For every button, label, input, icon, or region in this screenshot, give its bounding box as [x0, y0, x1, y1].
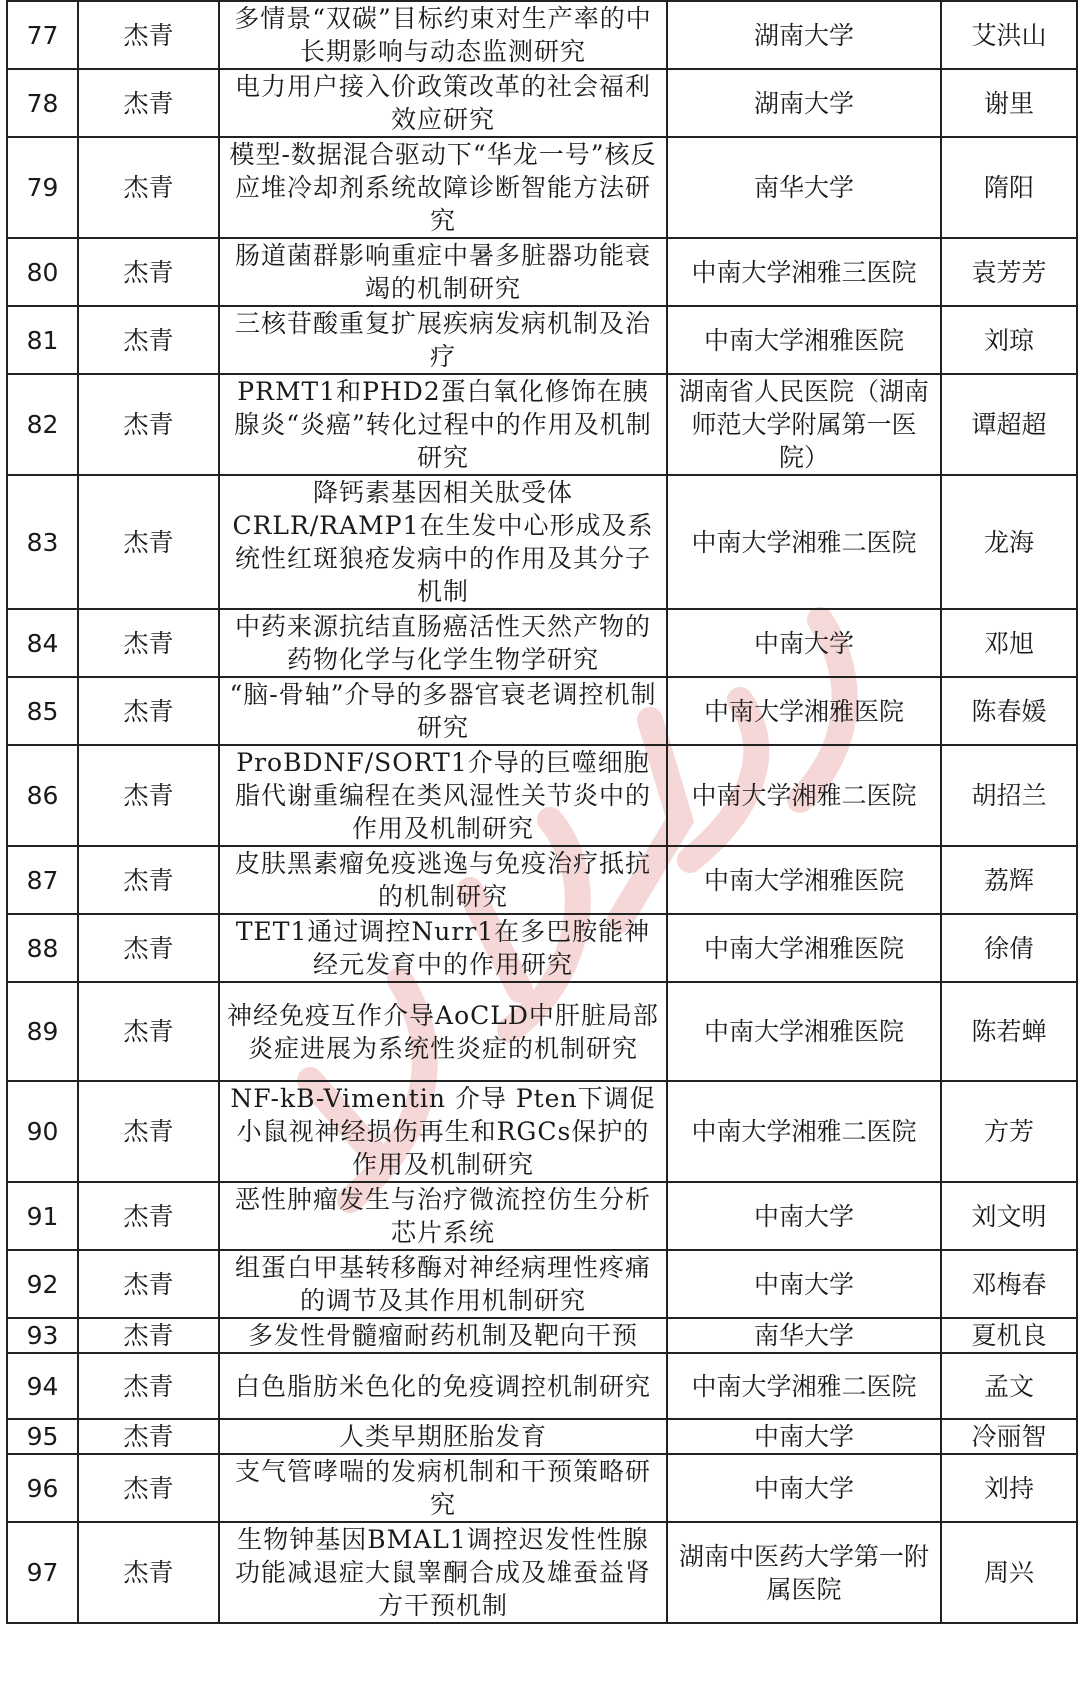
- grant-table: [6, 0, 1078, 1624]
- row-number-cell: 90: [7, 1081, 78, 1182]
- institution-cell: 中南大学湘雅二医院: [667, 1081, 941, 1182]
- project-title-cell: 生物钟基因BMAL1调控迟发性性腺功能减退症大鼠睾酮合成及雄蚕益肾方干预机制: [219, 1522, 667, 1623]
- project-title-cell: 多情景“双碳”目标约束对生产率的中长期影响与动态监测研究: [219, 1, 667, 69]
- project-title-cell: 白色脂肪米色化的免疫调控机制研究: [219, 1353, 667, 1419]
- table-row: [7, 1419, 1077, 1454]
- row-number-cell: 79: [7, 137, 78, 238]
- category-cell: 杰青: [78, 609, 219, 677]
- project-title-cell: ProBDNF/SORT1介导的巨噬细胞脂代谢重编程在类风湿性关节炎中的作用及机制研究: [219, 745, 667, 846]
- table-row: [7, 914, 1077, 982]
- project-title-cell: 支气管哮喘的发病机制和干预策略研究: [219, 1454, 667, 1522]
- row-number-cell: 77: [7, 1, 78, 69]
- institution-cell: 中南大学湘雅二医院: [667, 745, 941, 846]
- category-cell: 杰青: [78, 1522, 219, 1623]
- table-row: [7, 475, 1077, 609]
- principal-investigator-cell: 周兴: [941, 1522, 1077, 1623]
- principal-investigator-cell: 龙海: [941, 475, 1077, 609]
- principal-investigator-cell: 冷丽智: [941, 1419, 1077, 1454]
- principal-investigator-cell: 陈若蝉: [941, 982, 1077, 1081]
- institution-cell: 中南大学: [667, 1182, 941, 1250]
- principal-investigator-cell: 艾洪山: [941, 1, 1077, 69]
- category-cell: 杰青: [78, 846, 219, 914]
- table-row: [7, 1, 1077, 69]
- institution-cell: 南华大学: [667, 137, 941, 238]
- principal-investigator-cell: 谭超超: [941, 374, 1077, 475]
- category-cell: 杰青: [78, 137, 219, 238]
- project-title-cell: 三核苷酸重复扩展疾病发病机制及治疗: [219, 306, 667, 374]
- row-number-cell: 95: [7, 1419, 78, 1454]
- category-cell: 杰青: [78, 914, 219, 982]
- project-title-cell: 中药来源抗结直肠癌活性天然产物的药物化学与化学生物学研究: [219, 609, 667, 677]
- institution-cell: 南华大学: [667, 1318, 941, 1353]
- principal-investigator-cell: 孟文: [941, 1353, 1077, 1419]
- category-cell: 杰青: [78, 306, 219, 374]
- institution-cell: 中南大学: [667, 1454, 941, 1522]
- category-cell: 杰青: [78, 1353, 219, 1419]
- institution-cell: 湖南中医药大学第一附属医院: [667, 1522, 941, 1623]
- project-title-cell: 肠道菌群影响重症中暑多脏器功能衰竭的机制研究: [219, 238, 667, 306]
- category-cell: 杰青: [78, 69, 219, 137]
- table-row: [7, 69, 1077, 137]
- project-title-cell: NF-kB-Vimentin 介导 Pten下调促小鼠视神经损伤再生和RGCs保护的作用及机制研究: [219, 1081, 667, 1182]
- institution-cell: 中南大学湘雅三医院: [667, 238, 941, 306]
- table-row: [7, 677, 1077, 745]
- project-title-cell: 电力用户接入价政策改革的社会福利效应研究: [219, 69, 667, 137]
- row-number-cell: 97: [7, 1522, 78, 1623]
- row-number-cell: 94: [7, 1353, 78, 1419]
- project-title-cell: 恶性肿瘤发生与治疗微流控仿生分析芯片系统: [219, 1182, 667, 1250]
- row-number-cell: 88: [7, 914, 78, 982]
- row-number-cell: 89: [7, 982, 78, 1081]
- principal-investigator-cell: 徐倩: [941, 914, 1077, 982]
- row-number-cell: 80: [7, 238, 78, 306]
- project-title-cell: 降钙素基因相关肽受体CRLR/RAMP1在生发中心形成及系统性红斑狼疮发病中的作用及其分子机制: [219, 475, 667, 609]
- row-number-cell: 82: [7, 374, 78, 475]
- table-row: [7, 846, 1077, 914]
- table-row: [7, 374, 1077, 475]
- table-row: [7, 1250, 1077, 1318]
- institution-cell: 中南大学湘雅医院: [667, 677, 941, 745]
- row-number-cell: 86: [7, 745, 78, 846]
- row-number-cell: 81: [7, 306, 78, 374]
- institution-cell: 中南大学湘雅医院: [667, 982, 941, 1081]
- grant-table-body: [7, 1, 1077, 1623]
- category-cell: 杰青: [78, 238, 219, 306]
- institution-cell: 中南大学湘雅医院: [667, 306, 941, 374]
- table-row: [7, 1081, 1077, 1182]
- category-cell: 杰青: [78, 1081, 219, 1182]
- category-cell: 杰青: [78, 982, 219, 1081]
- institution-cell: 湖南省人民医院（湖南师范大学附属第一医院）: [667, 374, 941, 475]
- project-title-cell: PRMT1和PHD2蛋白氧化修饰在胰腺炎“炎癌”转化过程中的作用及机制研究: [219, 374, 667, 475]
- project-title-cell: 多发性骨髓瘤耐药机制及靶向干预: [219, 1318, 667, 1353]
- principal-investigator-cell: 夏机良: [941, 1318, 1077, 1353]
- principal-investigator-cell: 邓旭: [941, 609, 1077, 677]
- row-number-cell: 87: [7, 846, 78, 914]
- institution-cell: 中南大学湘雅医院: [667, 846, 941, 914]
- row-number-cell: 93: [7, 1318, 78, 1353]
- project-title-cell: 模型-数据混合驱动下“华龙一号”核反应堆冷却剂系统故障诊断智能方法研究: [219, 137, 667, 238]
- institution-cell: 中南大学湘雅二医院: [667, 1353, 941, 1419]
- category-cell: 杰青: [78, 1, 219, 69]
- principal-investigator-cell: 刘琼: [941, 306, 1077, 374]
- row-number-cell: 84: [7, 609, 78, 677]
- project-title-cell: 神经免疫互作介导AoCLD中肝脏局部炎症进展为系统性炎症的机制研究: [219, 982, 667, 1081]
- project-title-cell: 组蛋白甲基转移酶对神经病理性疼痛的调节及其作用机制研究: [219, 1250, 667, 1318]
- institution-cell: 湖南大学: [667, 1, 941, 69]
- row-number-cell: 83: [7, 475, 78, 609]
- row-number-cell: 96: [7, 1454, 78, 1522]
- table-row: [7, 1522, 1077, 1623]
- category-cell: 杰青: [78, 677, 219, 745]
- category-cell: 杰青: [78, 1250, 219, 1318]
- row-number-cell: 85: [7, 677, 78, 745]
- institution-cell: 中南大学: [667, 1419, 941, 1454]
- principal-investigator-cell: 邓梅春: [941, 1250, 1077, 1318]
- principal-investigator-cell: 刘文明: [941, 1182, 1077, 1250]
- category-cell: 杰青: [78, 1454, 219, 1522]
- principal-investigator-cell: 谢里: [941, 69, 1077, 137]
- principal-investigator-cell: 荔辉: [941, 846, 1077, 914]
- category-cell: 杰青: [78, 1419, 219, 1454]
- row-number-cell: 78: [7, 69, 78, 137]
- row-number-cell: 92: [7, 1250, 78, 1318]
- project-title-cell: “脑-骨轴”介导的多器官衰老调控机制研究: [219, 677, 667, 745]
- institution-cell: 中南大学湘雅医院: [667, 914, 941, 982]
- principal-investigator-cell: 方芳: [941, 1081, 1077, 1182]
- table-row: [7, 982, 1077, 1081]
- principal-investigator-cell: 隋阳: [941, 137, 1077, 238]
- table-row: [7, 137, 1077, 238]
- principal-investigator-cell: 刘持: [941, 1454, 1077, 1522]
- project-title-cell: TET1通过调控Nurr1在多巴胺能神经元发育中的作用研究: [219, 914, 667, 982]
- table-row: [7, 745, 1077, 846]
- table-row: [7, 1353, 1077, 1419]
- table-row: [7, 1454, 1077, 1522]
- principal-investigator-cell: 袁芳芳: [941, 238, 1077, 306]
- table-row: [7, 238, 1077, 306]
- project-title-cell: 皮肤黑素瘤免疫逃逸与免疫治疗抵抗的机制研究: [219, 846, 667, 914]
- principal-investigator-cell: 胡招兰: [941, 745, 1077, 846]
- category-cell: 杰青: [78, 1318, 219, 1353]
- institution-cell: 中南大学湘雅二医院: [667, 475, 941, 609]
- institution-cell: 湖南大学: [667, 69, 941, 137]
- category-cell: 杰青: [78, 1182, 219, 1250]
- principal-investigator-cell: 陈春媛: [941, 677, 1077, 745]
- project-title-cell: 人类早期胚胎发育: [219, 1419, 667, 1454]
- institution-cell: 中南大学: [667, 1250, 941, 1318]
- category-cell: 杰青: [78, 475, 219, 609]
- table-row: [7, 306, 1077, 374]
- table-row: [7, 609, 1077, 677]
- institution-cell: 中南大学: [667, 609, 941, 677]
- row-number-cell: 91: [7, 1182, 78, 1250]
- table-row: [7, 1318, 1077, 1353]
- table-row: [7, 1182, 1077, 1250]
- category-cell: 杰青: [78, 374, 219, 475]
- category-cell: 杰青: [78, 745, 219, 846]
